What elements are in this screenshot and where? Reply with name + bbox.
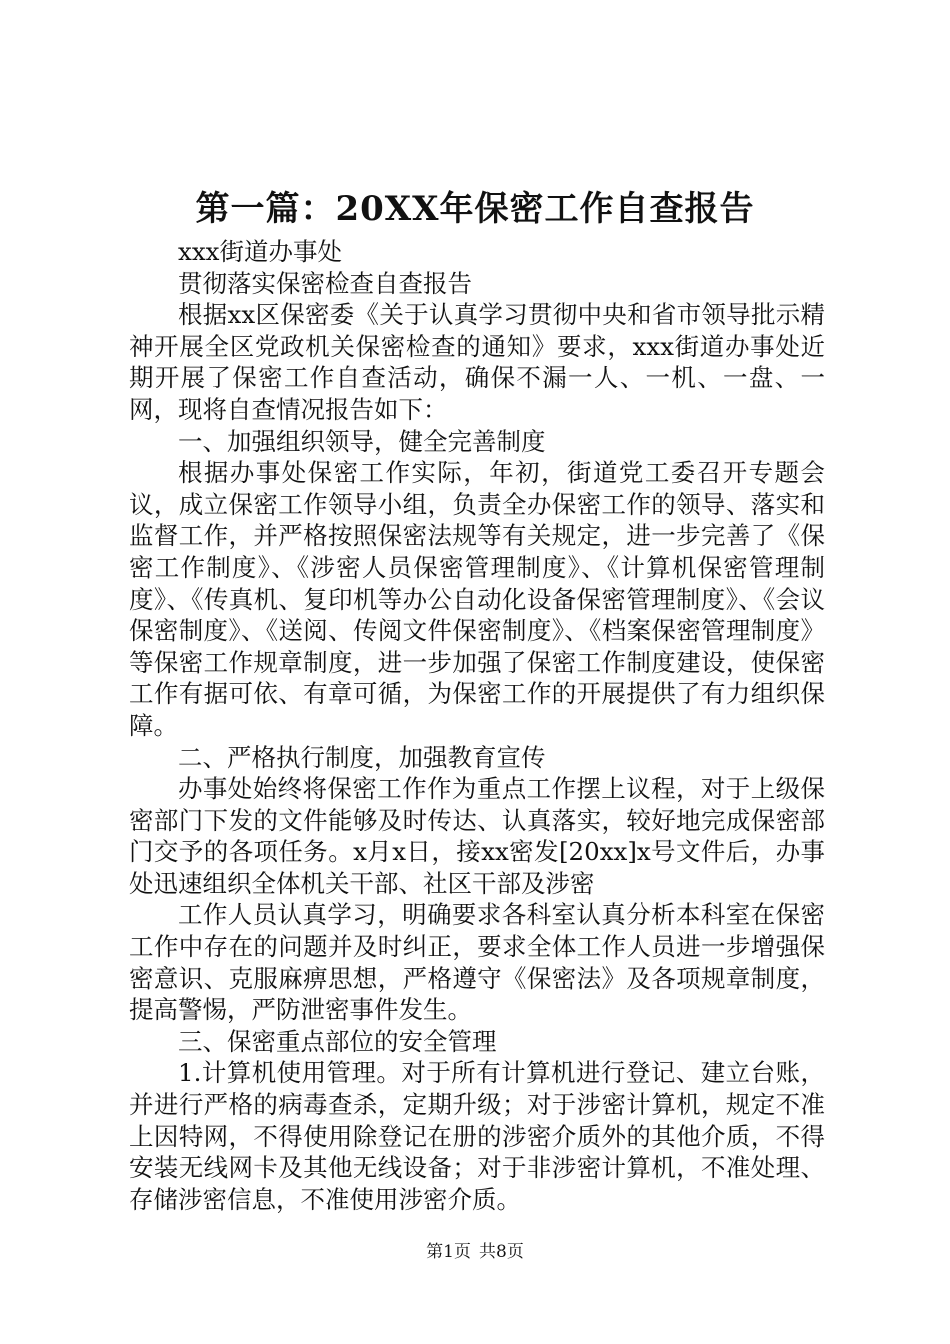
section-1-paragraph: 根据办事处保密工作实际，年初，街道党工委召开专题会议，成立保密工作领导小组，负责全办保密工作的领导、落实和监督工作，并严格按照保密法规等有关规定，进一步完善了《保密工作制度》、《涉密人员保密管理制度》、《计算机保密管理制度》、《传真机、复印机等办公自动化设备保密管理制度》、《会议保密制度》、《送阅、传阅文件保密制度》、《档案保密管理制度》等保密工作规章制度，进一步加强了保密工作制度建设，使保密工作有据可依、有章可循，为保密工作的开展提供了有力组织保障。 xyxy=(129,458,825,740)
page-total: 共8页 xyxy=(479,1242,524,1262)
intro-paragraph: 根据xx区保密委《关于认真学习贯彻中央和省市领导批示精神开展全区党政机关保密检查的通知》要求，xxx街道办事处近期开展了保密工作自查活动，确保不漏一人、一机、一盘、一网，现将自查情况报告如下： xyxy=(129,300,825,424)
report-subtitle: 贯彻落实保密检查自查报告 xyxy=(178,268,472,298)
document-title: 第一篇：20XX年保密工作自查报告 xyxy=(195,189,755,229)
section-heading-1: 一、加强组织领导，健全完善制度 xyxy=(178,426,546,456)
section-heading-3: 三、保密重点部位的安全管理 xyxy=(178,1026,497,1056)
sender-line: xxx街道办事处 xyxy=(178,237,342,266)
page-number: 第1页 xyxy=(426,1242,471,1262)
section-3-paragraph-1: 1.计算机使用管理。对于所有计算机进行登记、建立台账，并进行严格的病毒查杀，定期升级；对于涉密计算机，规定不准上因特网，不得使用除登记在册的涉密介质外的其他介质，不得安装无线网卡及其他无线设备；对于非涉密计算机，不准处理、存储涉密信息，不准使用涉密介质。 xyxy=(129,1058,825,1214)
document-body xyxy=(129,236,825,1215)
section-2-paragraph-a: 办事处始终将保密工作作为重点工作摆上议程，对于上级保密部门下发的文件能够及时传达、认真落实，较好地完成保密部门交予的各项任务。x月x日，接xx密发[20xx]x号文件后，办事处迅速组织全体机关干部、社区干部及涉密 xyxy=(129,774,825,898)
section-2-paragraph-b: 工作人员认真学习，明确要求各科室认真分析本科室在保密工作中存在的问题并及时纠正，要求全体工作人员进一步增强保密意识、克服麻痹思想，严格遵守《保密法》及各项规章制度，提高警惕，严防泄密事件发生。 xyxy=(129,900,825,1025)
section-heading-2: 二、严格执行制度，加强教育宣传 xyxy=(178,742,546,772)
page-footer xyxy=(0,1240,950,1264)
